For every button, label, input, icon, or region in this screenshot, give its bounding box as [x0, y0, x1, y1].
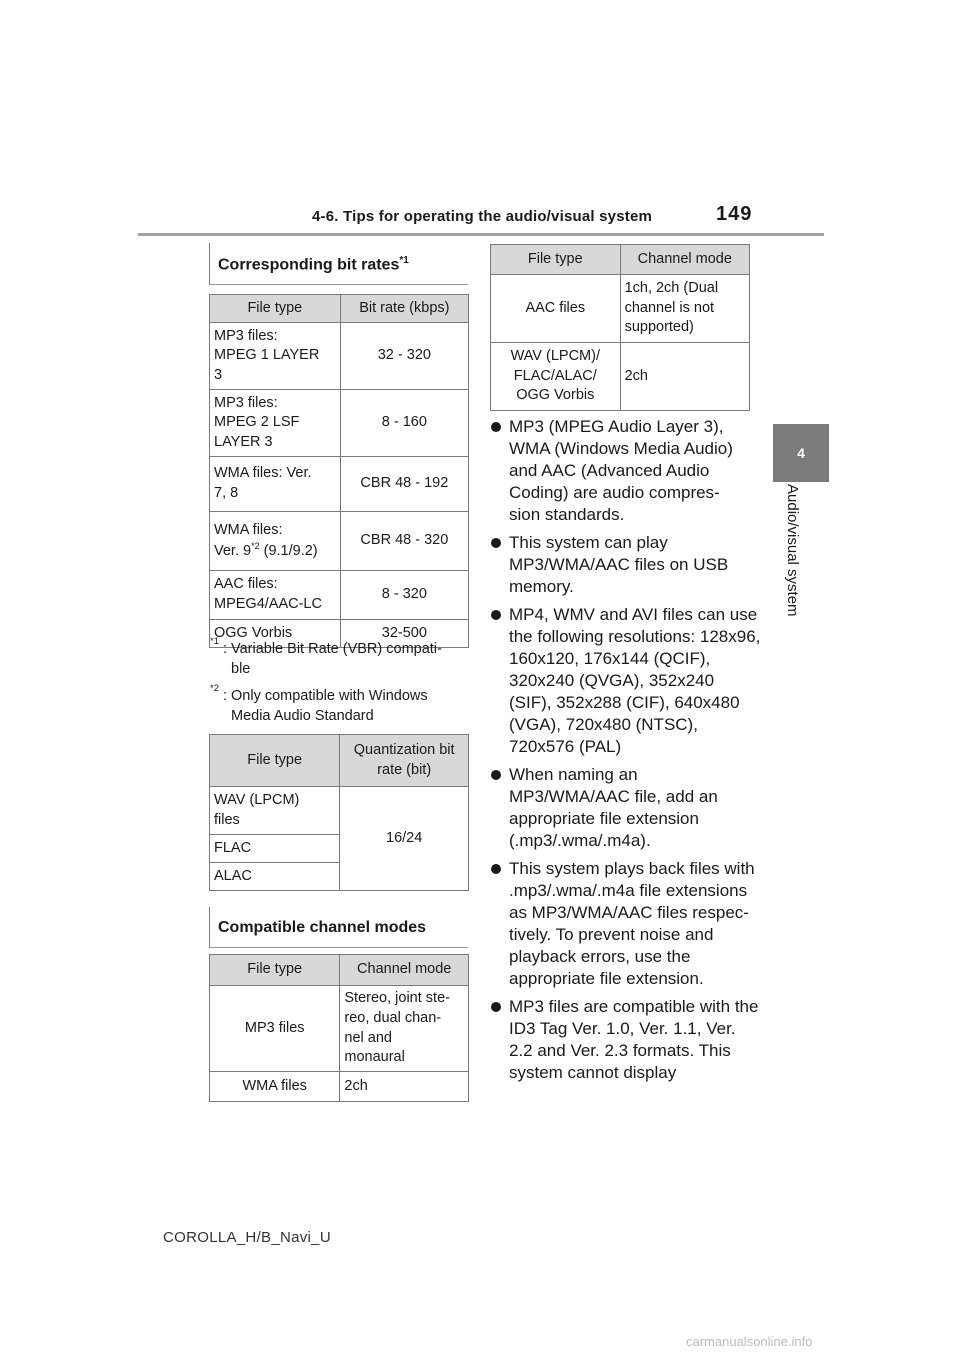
column-header: File type — [491, 245, 621, 275]
bullet-icon — [491, 422, 501, 432]
document-code: COROLLA_H/B_Navi_U — [163, 1229, 331, 1246]
bit-rate-cell: 32 - 320 — [340, 323, 468, 390]
table-row — [210, 457, 469, 512]
quantization-table — [209, 734, 469, 891]
table-row — [210, 986, 469, 1072]
bit-rates-title — [209, 243, 468, 285]
channel-modes-continued-table — [490, 244, 750, 411]
table-header-row — [210, 295, 469, 323]
footnotes — [210, 636, 470, 734]
file-type-cell — [210, 512, 341, 571]
bit-depth-cell: 16/24 — [340, 787, 469, 891]
bullet-icon — [491, 1002, 501, 1012]
file-type-cell: MP3 files: MPEG 2 LSF LAYER 3 — [210, 390, 341, 457]
table-header-row — [210, 735, 469, 787]
footnote-text: Only compatible with Windows Media Audio Standard — [231, 688, 428, 724]
column-header: Quantization bit rate (bit) — [340, 735, 469, 787]
footnote: *2 : Only compatible with Windows Media Audio Standard — [210, 687, 470, 726]
footnote-mark: *1 — [210, 636, 219, 647]
bullet-icon — [491, 538, 501, 548]
footnote-mark: *2 — [251, 541, 260, 552]
footnote-text: Variable Bit Rate (VBR) compati- ble — [231, 641, 442, 677]
chapter-number: 4 — [797, 445, 805, 461]
table-header-row — [210, 955, 469, 986]
channel-modes-table — [209, 954, 469, 1102]
footnote-mark: *2 — [210, 683, 219, 695]
bit-rate-cell: 8 - 160 — [340, 390, 468, 457]
table-row — [210, 1072, 469, 1102]
page-number: 149 — [716, 203, 753, 225]
file-type-cell: WAV (LPCM)/ FLAC/ALAC/ OGG Vorbis — [491, 343, 621, 411]
column-header: File type — [210, 955, 340, 986]
list-item — [491, 604, 761, 758]
bullet-icon — [491, 610, 501, 620]
channel-mode-cell: Stereo, joint ste- reo, dual chan- nel and monaural — [340, 986, 469, 1072]
page-header — [0, 0, 960, 240]
footnote-mark: *1 — [399, 255, 409, 266]
column-header: Bit rate (kbps) — [340, 295, 468, 323]
file-type-cell: WMA files: Ver. 7, 8 — [210, 457, 341, 512]
file-type-cell: MP3 files — [210, 986, 340, 1072]
chapter-label: Audio/visual system — [784, 484, 801, 617]
table-header-row — [491, 245, 750, 275]
column-header: Channel mode — [620, 245, 749, 275]
column-header: File type — [210, 295, 341, 323]
bit-rates-table — [209, 294, 469, 648]
header-divider — [138, 233, 824, 236]
bit-rate-cell: CBR 48 - 192 — [340, 457, 468, 512]
bullet-list — [491, 416, 761, 1090]
channel-mode-cell: 2ch — [340, 1072, 469, 1102]
column-header: File type — [210, 735, 340, 787]
file-type-cell: AAC files: MPEG4/AAC-LC — [210, 571, 341, 620]
file-type-cell: WAV (LPCM) files — [210, 787, 340, 835]
channel-mode-cell: 1ch, 2ch (Dual channel is not supported) — [620, 275, 749, 343]
list-item — [491, 764, 761, 852]
column-header: Channel mode — [340, 955, 469, 986]
list-item — [491, 996, 761, 1084]
bit-rate-cell: 8 - 320 — [340, 571, 468, 620]
list-item — [491, 532, 761, 598]
file-type-cell: OGG Vorbis — [210, 620, 341, 648]
list-item-text: MP3 (MPEG Audio Layer 3), WMA (Windows Media Audio) and AAC (Advanced Audio Coding) are audio compres- sion standards. — [509, 417, 733, 524]
footnote: *1 : Variable Bit Rate (VBR) compati- ble — [210, 640, 470, 679]
list-item-text: This system plays back files with .mp3/.wma/.m4a file extensions as MP3/WMA/AAC files respec- tively. To prevent noise and playback errors, use the appropriate file extension. — [509, 859, 755, 988]
file-type-text: WMA files: Ver. 9 — [214, 521, 283, 559]
bit-rate-cell: 32-500 — [340, 620, 468, 648]
list-item-text: This system can play MP3/WMA/AAC files on USB memory. — [509, 533, 729, 596]
list-item — [491, 858, 761, 990]
list-item-text: When naming an MP3/WMA/AAC file, add an appropriate file extension (.mp3/.wma/.m4a). — [509, 765, 718, 850]
table-row — [210, 787, 469, 835]
list-item — [491, 416, 761, 526]
file-type-text: (9.1/9.2) — [259, 542, 318, 559]
watermark: carmanualsonline.info — [686, 1334, 813, 1349]
table-row — [210, 571, 469, 620]
bit-rates-title-text: Corresponding bit rates — [218, 256, 400, 274]
section-heading: 4-6. Tips for operating the audio/visual system — [312, 208, 653, 225]
file-type-cell: AAC files — [491, 275, 621, 343]
bit-rate-cell: CBR 48 - 320 — [340, 512, 468, 571]
file-type-cell: ALAC — [210, 863, 340, 891]
channel-modes-title: Compatible channel modes — [209, 907, 468, 948]
table-row — [491, 343, 750, 411]
file-type-cell: MP3 files: MPEG 1 LAYER 3 — [210, 323, 341, 390]
bullet-icon — [491, 864, 501, 874]
table-row — [491, 275, 750, 343]
bullet-icon — [491, 770, 501, 780]
file-type-cell: FLAC — [210, 835, 340, 863]
channel-mode-cell: 2ch — [620, 343, 749, 411]
chapter-tab[interactable] — [773, 424, 829, 482]
table-row — [210, 323, 469, 390]
table-row — [210, 390, 469, 457]
list-item-text: MP4, WMV and AVI files can use the following resolutions: 128x96, 160x120, 176x144 (QCIF), 320x240 (QVGA), 352x240 (SIF), 352x288 (CIF), 640x480 (VGA), 720x480 (NTSC), 720x576 (PAL) — [509, 605, 761, 756]
list-item-text: MP3 files are compatible with the ID3 Tag Ver. 1.0, Ver. 1.1, Ver. 2.2 and Ver. 2.3 formats. This system cannot display — [509, 997, 759, 1082]
file-type-cell: WMA files — [210, 1072, 340, 1102]
table-row — [210, 512, 469, 571]
